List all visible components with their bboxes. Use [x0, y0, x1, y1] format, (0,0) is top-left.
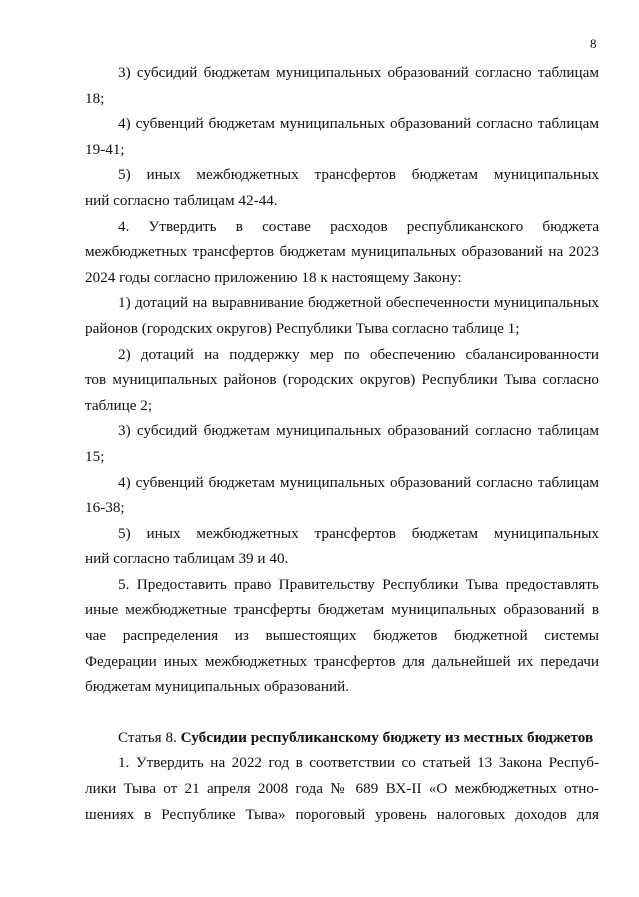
text-line: 5) иных межбюджетных трансфертов бюджетам муниципальных: [118, 524, 599, 542]
text-line: 1. Утвердить на 2022 год в соответствии со статьей 13 Закона Респуб-: [118, 754, 599, 772]
text-line: шениях в Республике Тыва» пороговый уровень налоговых доходов для: [85, 805, 599, 823]
article-prefix: Статья 8.: [118, 728, 181, 746]
text-line: ний согласно таблицам 42-44.: [85, 191, 278, 209]
text-line: таблице 2;: [85, 396, 153, 414]
text-line: 3) субсидий бюджетам муниципальных образований согласно таблицам: [118, 422, 599, 440]
article-heading: [85, 725, 599, 751]
text-line: 3) субсидий бюджетам муниципальных образований согласно таблицам: [118, 64, 599, 81]
text-line: тов муниципальных районов (городских округов) Республики Тыва согласно: [85, 371, 599, 389]
text-line: 4) субвенций бюджетам муниципальных образований согласно таблицам: [118, 115, 599, 133]
text-line: 4) субвенций бюджетам муниципальных образований согласно таблицам: [118, 473, 599, 491]
text-line: районов (городских округов) Республики Тыва согласно таблице 1;: [85, 319, 520, 337]
document-body: [85, 60, 599, 827]
text-line: Федерации иных межбюджетных трансфертов для дальнейшей их передачи: [85, 652, 599, 670]
text-line: 18;: [85, 89, 105, 107]
text-line: ний согласно таблицам 39 и 40.: [85, 550, 289, 568]
text-line: 2) дотаций на поддержку мер по обеспечению сбалансированности: [118, 345, 599, 363]
section-gap: [85, 700, 599, 725]
text-line: 15;: [85, 447, 105, 465]
text-line: чае распределения из вышестоящих бюджетов бюджетной системы: [85, 627, 599, 645]
text-line: бюджетам муниципальных образований.: [85, 678, 350, 696]
text-line: 19-41;: [85, 140, 125, 158]
text-line: 1) дотаций на выравнивание бюджетной обеспеченности муниципальных: [118, 294, 599, 312]
text-line: 2024 годы согласно приложению 18 к настоящему Закону:: [85, 268, 462, 286]
text-line: 5) иных межбюджетных трансфертов бюджетам муниципальных: [118, 166, 599, 184]
text-line: межбюджетных трансфертов бюджетам муниципальных образований на 2023: [85, 243, 599, 261]
text-line: 16-38;: [85, 499, 125, 517]
article-title: Субсидии республиканскому бюджету из местных бюджетов: [180, 728, 594, 746]
text-line: 4. Утвердить в составе расходов республиканского бюджета: [118, 217, 599, 235]
page-number: 8: [590, 36, 597, 51]
text-line: лики Тыва от 21 апреля 2008 года № 689 ВХ-II «О межбюджетных отно-: [85, 780, 599, 798]
text-line: иные межбюджетные трансферты бюджетам муниципальных образований в: [85, 601, 599, 619]
text-line: 5. Предоставить право Правительству Республики Тыва предоставлять: [118, 575, 599, 593]
